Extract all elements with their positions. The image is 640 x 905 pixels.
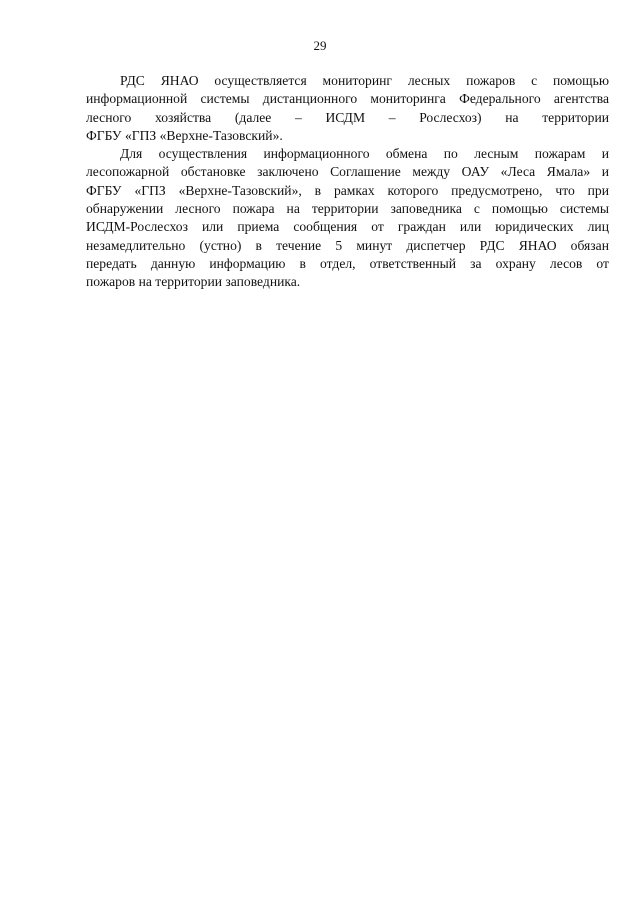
paragraph-line: лесопожарной обстановке заключено Соглашение между ОАУ «Леса Ямала» и bbox=[86, 164, 609, 180]
document-body bbox=[86, 72, 609, 292]
paragraph-line: ФГБУ «ГПЗ «Верхне-Тазовский», в рамках которого предусмотрено, что при bbox=[86, 182, 609, 198]
page-number: 29 bbox=[313, 38, 327, 53]
paragraph-line: ИСДМ-Рослесхоз или приема сообщения от граждан или юридических лиц bbox=[86, 219, 609, 235]
paragraph-line: обнаружении лесного пожара на территории заповедника с помощью системы bbox=[86, 201, 609, 217]
paragraph-agreement bbox=[86, 145, 609, 291]
paragraph-line: лесного хозяйства (далее – ИСДМ – Рослесхоз) на территории bbox=[86, 109, 609, 125]
paragraph-line: незамедлительно (устно) в течение 5 минут диспетчер РДС ЯНАО обязан bbox=[86, 237, 609, 253]
paragraph-line: РДС ЯНАО осуществляется мониторинг лесных пожаров с помощью bbox=[120, 73, 609, 88]
paragraph-line: информационной системы дистанционного мониторинга Федерального агентства bbox=[86, 91, 609, 107]
paragraph-line: передать данную информацию в отдел, ответственный за охрану лесов от bbox=[86, 255, 609, 271]
paragraph-monitoring bbox=[86, 72, 609, 145]
paragraph-line: пожаров на территории заповедника. bbox=[86, 274, 301, 290]
paragraph-line: Для осуществления информационного обмена по лесным пожарам и bbox=[120, 146, 609, 162]
paragraph-line: ФГБУ «ГПЗ «Верхне-Тазовский». bbox=[86, 127, 283, 143]
